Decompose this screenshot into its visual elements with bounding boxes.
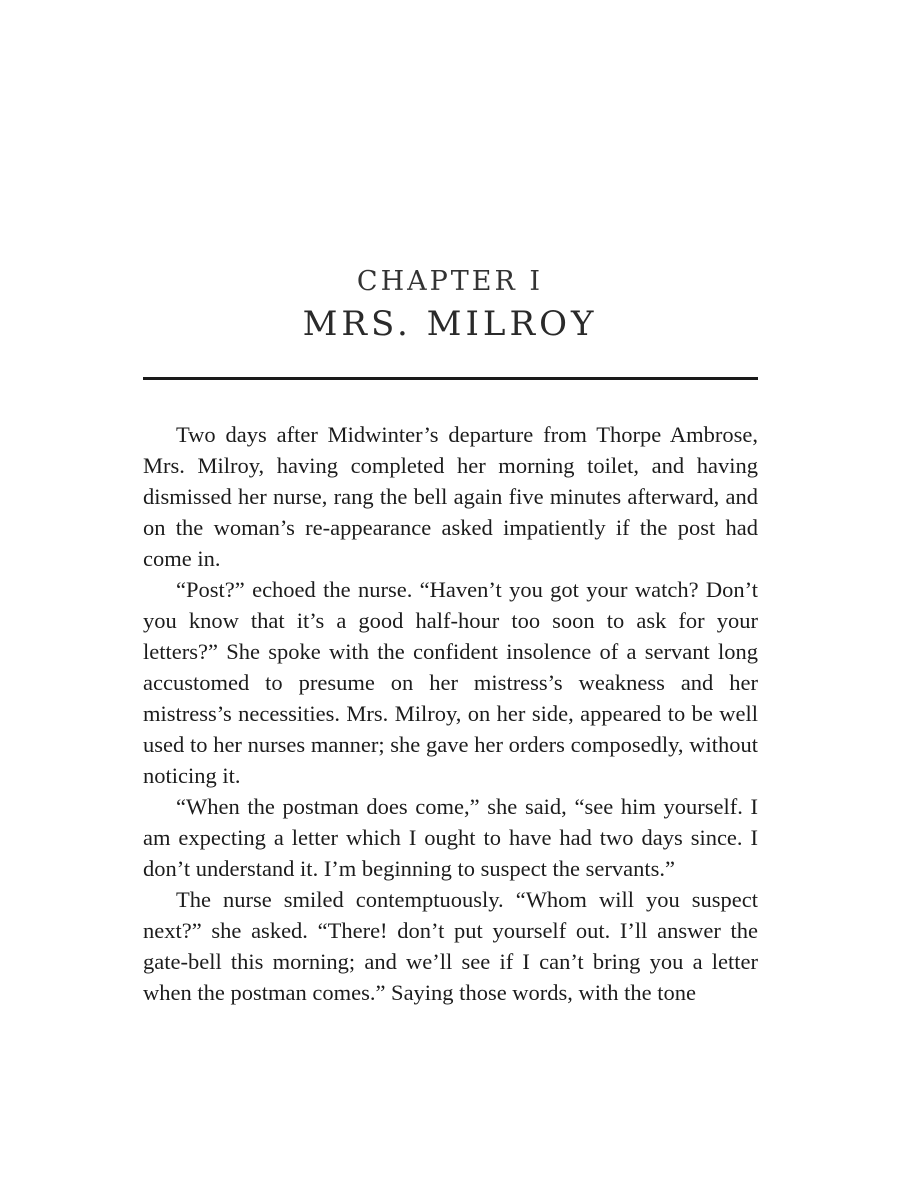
paragraph: “When the postman does come,” she said, “see him yourself. I am expecting a letter which I ought to have had two days since. I don’t understand it. I’m beginning to suspect the servants.” <box>143 794 758 881</box>
paragraph: “Post?” echoed the nurse. “Haven’t you got your watch? Don’t you know that it’s a good half-hour too soon to ask for your letters?” She spoke with the confident insolence of a servant long accustomed to presume on her mistress’s weakness and her mistress’s necessities. Mrs. Milroy, on her side, appeared to be well used to her nurses manner; she gave her orders composedly, without noticing it. <box>143 577 758 788</box>
heading-divider <box>143 377 758 380</box>
chapter-number: CHAPTER I <box>356 266 544 297</box>
chapter-title: MRS. MILROY <box>302 304 598 344</box>
paragraph: Two days after Midwinter’s departure from Thorpe Ambrose, Mrs. Milroy, having completed her morning toilet, and having dismissed her nurse, rang the bell again five minutes afterward, and on the woman’s re-appearance asked impatiently if the post had come in. <box>143 422 758 571</box>
chapter-heading <box>0 262 900 346</box>
paragraph: The nurse smiled contemptuously. “Whom will you suspect next?” she asked. “There! don’t put yourself out. I’ll answer the gate-bell this morning; and we’ll see if I can’t bring you a letter when the postman comes.” Saying those words, with the tone <box>143 887 758 1005</box>
chapter-body <box>143 419 758 1008</box>
